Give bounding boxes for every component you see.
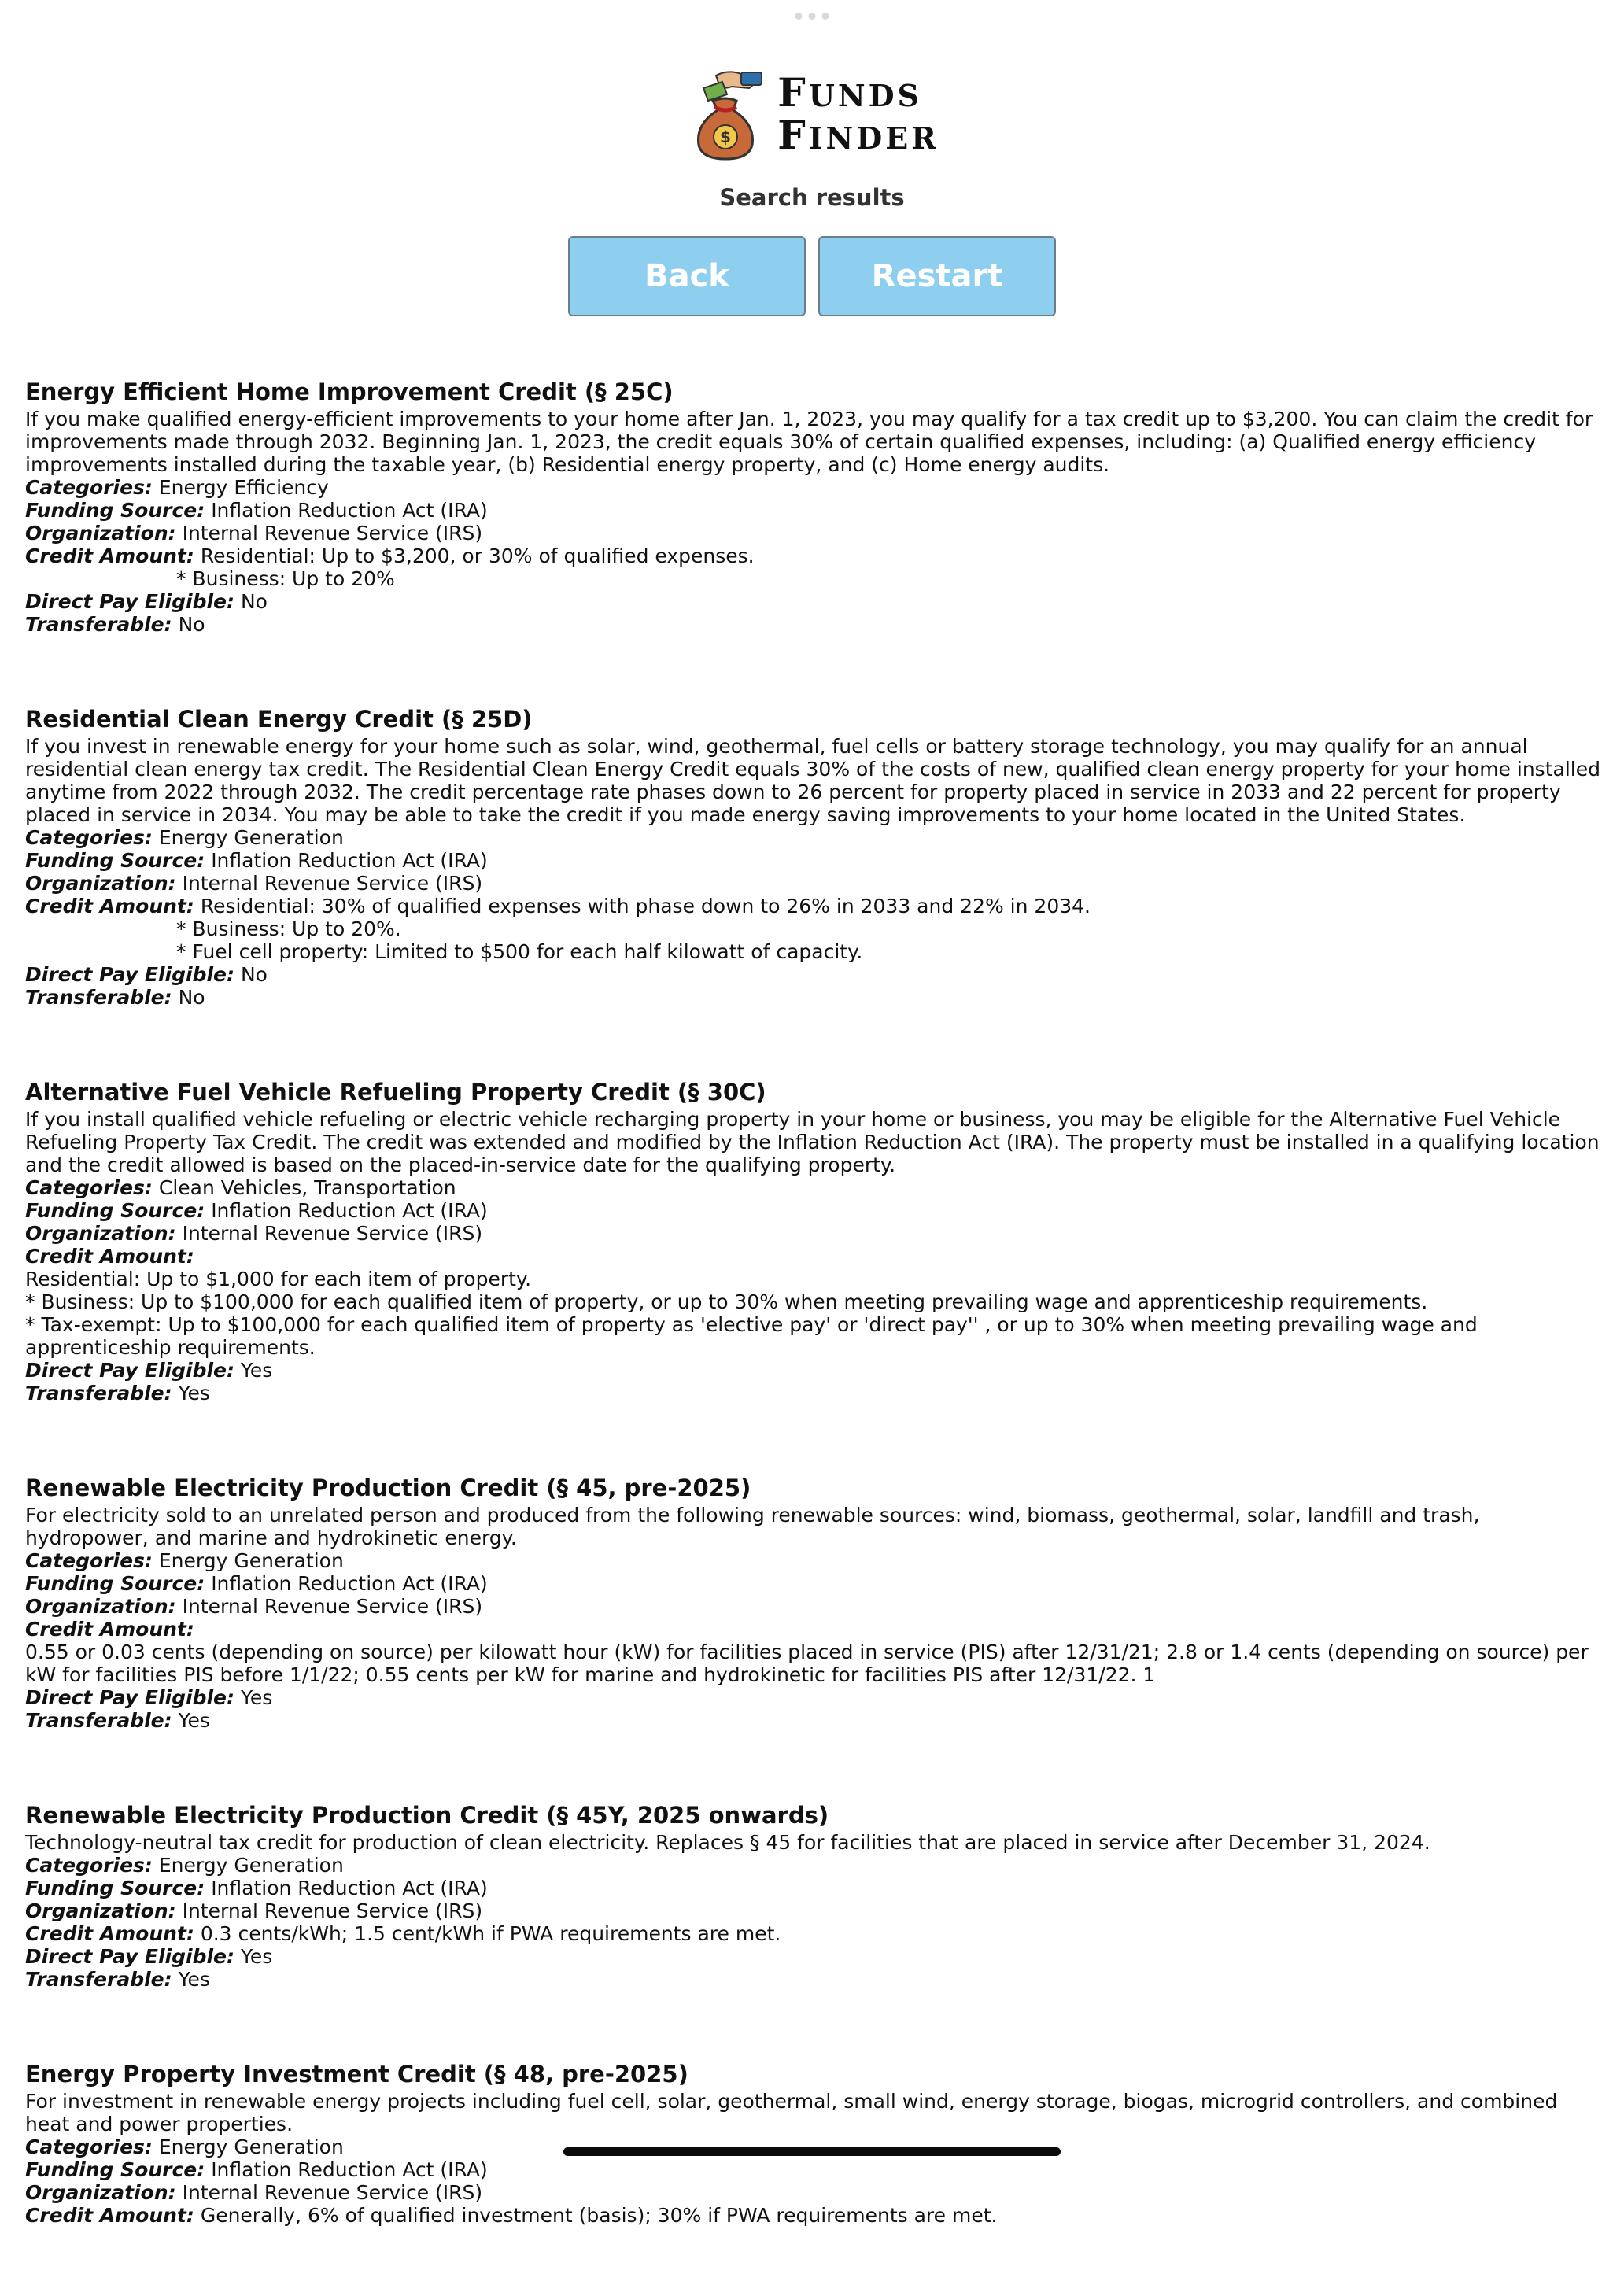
- result-item: [25, 705, 1602, 1009]
- funding-source-field-label: Funding Source:: [25, 1572, 205, 1595]
- organization-field-value: Internal Revenue Service (IRS): [182, 2181, 483, 2204]
- transferable-field-label: Transferable:: [25, 1709, 172, 1732]
- organization-field-value: Internal Revenue Service (IRS): [182, 1899, 483, 1922]
- funding-source-field-label: Funding Source:: [25, 849, 205, 872]
- transferable-field: [25, 613, 1602, 636]
- credit-amount-field-label: Credit Amount:: [25, 1922, 194, 1945]
- funding-source-field-label: Funding Source:: [25, 1877, 205, 1899]
- organization-field-label: Organization:: [25, 1899, 176, 1922]
- home-indicator[interactable]: [563, 2147, 1061, 2156]
- credit-amount-field: [25, 2204, 1602, 2227]
- organization-field-value: Internal Revenue Service (IRS): [182, 1595, 483, 1618]
- logo-line-2: FINDER: [777, 112, 939, 158]
- direct-pay-field-value: Yes: [240, 1945, 273, 1968]
- top-multitask-dots[interactable]: [795, 13, 829, 20]
- organization-field: [25, 2181, 1602, 2204]
- credit-amount-line: * Fuel cell property: Limited to $500 for each half kilowatt of capacity.: [176, 940, 863, 963]
- transferable-field-value: No: [178, 986, 205, 1009]
- direct-pay-field: [25, 590, 1602, 613]
- funding-source-field-value: Inflation Reduction Act (IRA): [211, 1572, 488, 1595]
- credit-amount-field-label: Credit Amount:: [25, 1618, 194, 1641]
- credit-amount-field-value: Generally, 6% of qualified investment (basis); 30% if PWA requirements are met.: [200, 2204, 998, 2227]
- direct-pay-field-value: No: [240, 963, 268, 986]
- organization-field: [25, 872, 1602, 895]
- direct-pay-field: [25, 963, 1602, 986]
- result-description: If you install qualified vehicle refueling or electric vehicle recharging property in your home or business, you may be eligible for the Alternative Fuel Vehicle Refueling Property Tax Credit. The credit was extended and modified by the Inflation Reduction Act (IRA). The property must be installed in a qualifying location and the credit allowed is based on the placed-in-service date for the qualifying property.: [25, 1108, 1600, 1176]
- credit-amount-line: * Business: Up to $100,000 for each qualified item of property, or up to 30% when meeting prevailing wage and apprenticeship requirements.: [25, 1290, 1428, 1313]
- categories-field-label: Categories:: [25, 1549, 153, 1572]
- transferable-field-value: Yes: [178, 1709, 210, 1732]
- categories-field: [25, 1854, 1602, 1877]
- credit-amount-line: * Business: Up to 20%: [176, 567, 395, 590]
- credit-amount-line: Residential: Up to $1,000 for each item of property.: [25, 1268, 532, 1290]
- funding-source-field: [25, 499, 1602, 522]
- categories-field-label: Categories:: [25, 826, 153, 849]
- result-item: [25, 1474, 1602, 1732]
- funding-source-field: [25, 1572, 1602, 1595]
- restart-button[interactable]: Restart: [818, 236, 1056, 316]
- result-title: Residential Clean Energy Credit (§ 25D): [25, 706, 533, 733]
- direct-pay-field-label: Direct Pay Eligible:: [25, 963, 235, 986]
- categories-field: [25, 476, 1602, 499]
- transferable-field: [25, 986, 1602, 1009]
- transferable-field-label: Transferable:: [25, 613, 172, 636]
- transferable-field-label: Transferable:: [25, 1382, 172, 1405]
- categories-field: [25, 826, 1602, 849]
- organization-field-label: Organization:: [25, 522, 176, 544]
- direct-pay-field-value: Yes: [240, 1359, 273, 1382]
- direct-pay-field: [25, 1686, 1602, 1709]
- direct-pay-field: [25, 1359, 1602, 1382]
- credit-amount-line: 0.55 or 0.03 cents (depending on source) per kilowatt hour (kW) for facilities placed in service (PIS) after 12/31/21; 2.8 or 1.4 cents (depending on source) per kW for facilities PIS before 1/1/22; 0.55 cents per kW for marine and hydrokinetic for facilities PIS after 12/31/22. 1: [25, 1641, 1589, 1686]
- funding-source-field: [25, 1199, 1602, 1222]
- funding-source-field-label: Funding Source:: [25, 499, 205, 522]
- money-bag-icon: [685, 69, 766, 162]
- transferable-field: [25, 1709, 1602, 1732]
- app-header: [0, 69, 1624, 162]
- transferable-field-label: Transferable:: [25, 986, 172, 1009]
- organization-field: [25, 1899, 1602, 1922]
- organization-field-label: Organization:: [25, 1595, 176, 1618]
- organization-field-label: Organization:: [25, 2181, 176, 2204]
- funding-source-field: [25, 2158, 1602, 2181]
- categories-field-value: Clean Vehicles, Transportation: [158, 1176, 456, 1199]
- credit-amount-field: [25, 544, 1602, 567]
- svg-text:$: $: [720, 127, 732, 146]
- transferable-field-label: Transferable:: [25, 1968, 172, 1991]
- direct-pay-field-value: Yes: [240, 1686, 273, 1709]
- funding-source-field-label: Funding Source:: [25, 1199, 205, 1222]
- transferable-field: [25, 1968, 1602, 1991]
- funding-source-field: [25, 849, 1602, 872]
- organization-field-label: Organization:: [25, 1222, 176, 1245]
- result-description: Technology-neutral tax credit for production of clean electricity. Replaces § 45 for facilities that are placed in service after December 31, 2024.: [25, 1831, 1430, 1854]
- transferable-field-value: Yes: [178, 1382, 210, 1405]
- credit-amount-field-value: Residential: 30% of qualified expenses with phase down to 26% in 2033 and 22% in 2034.: [200, 895, 1091, 917]
- funding-source-field-value: Inflation Reduction Act (IRA): [211, 2158, 488, 2181]
- categories-field-label: Categories:: [25, 1854, 153, 1877]
- results-list[interactable]: [25, 378, 1602, 2296]
- transferable-field-value: No: [178, 613, 205, 636]
- direct-pay-field-label: Direct Pay Eligible:: [25, 590, 235, 613]
- credit-amount-field-value: Residential: Up to $3,200, or 30% of qualified expenses.: [200, 544, 755, 567]
- direct-pay-field-value: No: [240, 590, 268, 613]
- result-item: [25, 1801, 1602, 1991]
- categories-field-label: Categories:: [25, 1176, 153, 1199]
- result-description: If you make qualified energy-efficient improvements to your home after Jan. 1, 2023, you may qualify for a tax credit up to $3,200. You can claim the credit for improvements made through 2032. Beginning Jan. 1, 2023, the credit equals 30% of certain qualified expenses, including: (a) Qualified energy efficiency improvements installed during the taxable year, (b) Residential energy property, and (c) Home energy audits.: [25, 408, 1593, 476]
- categories-field-value: Energy Generation: [158, 826, 344, 849]
- logo-line-1: FUNDS: [777, 69, 923, 116]
- result-item: [25, 378, 1602, 636]
- transferable-field-value: Yes: [178, 1968, 210, 1991]
- result-title: Renewable Electricity Production Credit (§ 45Y, 2025 onwards): [25, 1802, 829, 1829]
- result-description: If you invest in renewable energy for your home such as solar, wind, geothermal, fuel cells or battery storage technology, you may qualify for an annual residential clean energy tax credit. The Residential Clean Energy Credit equals 30% of the costs of new, qualified clean energy property for your home installed anytime from 2022 through 2032. The credit percentage rate phases down to 26 percent for property placed in service in 2033 and 22 percent for property placed in service in 2034. You may be able to take the credit if you made energy saving improvements to your home located in the United States.: [25, 735, 1600, 826]
- categories-field-value: Energy Generation: [158, 1549, 344, 1572]
- credit-amount-field-value: 0.3 cents/kWh; 1.5 cent/kWh if PWA requirements are met.: [200, 1922, 781, 1945]
- result-title: Alternative Fuel Vehicle Refueling Property Credit (§ 30C): [25, 1079, 766, 1106]
- funding-source-field-value: Inflation Reduction Act (IRA): [211, 849, 488, 872]
- direct-pay-field-label: Direct Pay Eligible:: [25, 1359, 235, 1382]
- categories-field-label: Categories:: [25, 2135, 153, 2158]
- organization-field: [25, 522, 1602, 544]
- nav-buttons: [0, 236, 1624, 316]
- direct-pay-field: [25, 1945, 1602, 1968]
- funding-source-field-value: Inflation Reduction Act (IRA): [211, 1199, 488, 1222]
- logo-wordmark: [777, 69, 939, 158]
- credit-amount-field-label: Credit Amount:: [25, 1245, 194, 1268]
- credit-amount-field-label: Credit Amount:: [25, 895, 194, 917]
- page-subtitle: Search results: [719, 184, 905, 211]
- result-item: [25, 2060, 1602, 2227]
- result-title: Energy Efficient Home Improvement Credit (§ 25C): [25, 378, 674, 405]
- credit-amount-field: [25, 1922, 1602, 1945]
- credit-amount-line: * Business: Up to 20%.: [176, 917, 401, 940]
- organization-field: [25, 1595, 1602, 1618]
- funding-source-field-label: Funding Source:: [25, 2158, 205, 2181]
- result-title: Renewable Electricity Production Credit (§ 45, pre-2025): [25, 1475, 751, 1501]
- credit-amount-field: [25, 895, 1602, 917]
- organization-field-label: Organization:: [25, 872, 176, 895]
- credit-amount-field: [25, 1618, 1602, 1641]
- credit-amount-field-label: Credit Amount:: [25, 2204, 194, 2227]
- credit-amount-line: * Tax-exempt: Up to $100,000 for each qualified item of property as 'elective pay' or 'direct pay'' , or up to 30% when meeting prevailing wage and apprenticeship requirements.: [25, 1313, 1478, 1359]
- categories-field-value: Energy Generation: [158, 1854, 344, 1877]
- credit-amount-field-label: Credit Amount:: [25, 544, 194, 567]
- organization-field-value: Internal Revenue Service (IRS): [182, 1222, 483, 1245]
- result-item: [25, 1078, 1602, 1405]
- result-description: For investment in renewable energy projects including fuel cell, solar, geothermal, small wind, energy storage, biogas, microgrid controllers, and combined heat and power properties.: [25, 2090, 1558, 2135]
- categories-field: [25, 1549, 1602, 1572]
- credit-amount-field: [25, 1245, 1602, 1268]
- funding-source-field-value: Inflation Reduction Act (IRA): [211, 499, 488, 522]
- categories-field-value: Energy Generation: [158, 2135, 344, 2158]
- funding-source-field: [25, 1877, 1602, 1899]
- back-button[interactable]: Back: [568, 236, 806, 316]
- organization-field: [25, 1222, 1602, 1245]
- transferable-field: [25, 1382, 1602, 1405]
- organization-field-value: Internal Revenue Service (IRS): [182, 522, 483, 544]
- funding-source-field-value: Inflation Reduction Act (IRA): [211, 1877, 488, 1899]
- categories-field-value: Energy Efficiency: [158, 476, 329, 499]
- categories-field: [25, 1176, 1602, 1199]
- direct-pay-field-label: Direct Pay Eligible:: [25, 1945, 235, 1968]
- categories-field-label: Categories:: [25, 476, 153, 499]
- direct-pay-field-label: Direct Pay Eligible:: [25, 1686, 235, 1709]
- result-title: Energy Property Investment Credit (§ 48, pre-2025): [25, 2061, 688, 2087]
- funds-finder-logo: [685, 69, 939, 162]
- result-description: For electricity sold to an unrelated person and produced from the following renewable sources: wind, biomass, geothermal, solar, landfill and trash, hydropower, and marine and hydrokinetic energy.: [25, 1504, 1480, 1549]
- organization-field-value: Internal Revenue Service (IRS): [182, 872, 483, 895]
